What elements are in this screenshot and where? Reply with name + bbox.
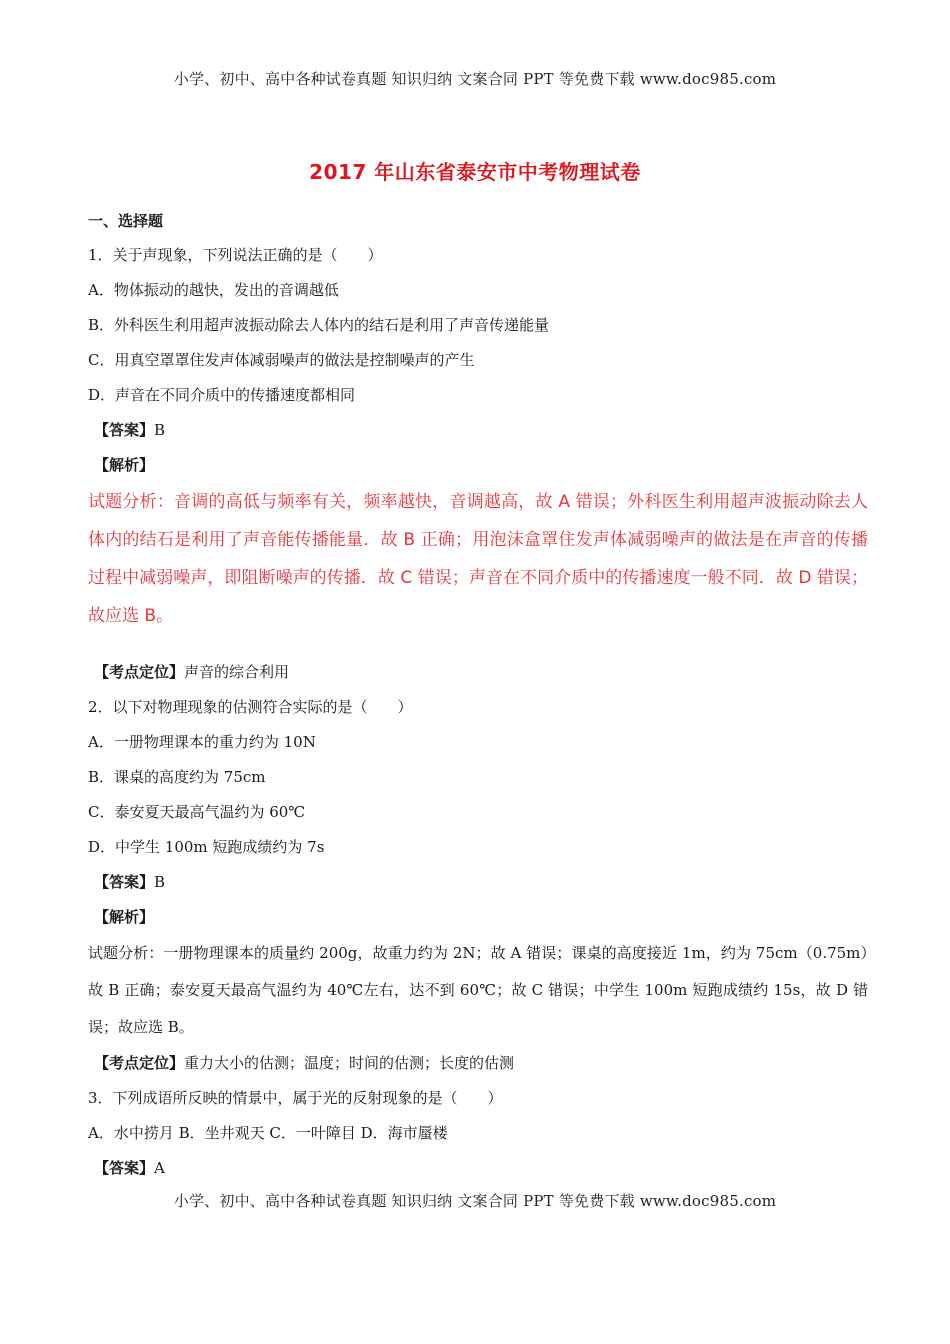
answer-label: 【答案】 bbox=[94, 873, 155, 891]
point-value: 重力大小的估测；温度；时间的估测；长度的估测 bbox=[184, 1054, 515, 1072]
analysis-label: 【解析】 bbox=[94, 908, 155, 926]
answer-label: 【答案】 bbox=[94, 421, 155, 439]
section-heading: 一、选择题 bbox=[88, 212, 164, 230]
option-b: B．外科医生利用超声波振动除去人体内的结石是利用了声音传递能量 bbox=[88, 316, 550, 334]
question-3 bbox=[88, 1081, 868, 1186]
options-inline: A．水中捞月 B．坐井观天 C．一叶障目 D．海市蜃楼 bbox=[88, 1124, 448, 1142]
knowledge-point bbox=[94, 1046, 868, 1081]
question-stem: 2．以下对物理现象的估测符合实际的是（ ） bbox=[88, 698, 413, 716]
analysis-heading bbox=[94, 448, 868, 483]
answer-line bbox=[94, 413, 868, 448]
point-label: 【考点定位】 bbox=[94, 1054, 185, 1072]
answer-label: 【答案】 bbox=[94, 1159, 155, 1177]
analysis-text: 试题分析：一册物理课本的质量约 200g，故重力约为 2N；故 A 错误；课桌的高度接近 1m，约为 75cm（0.75m）故 B 正确；泰安夏天最高气温约为 40℃左右，达不到 60℃；故 C 错误；中学生 100m 短跑成绩约 15s，故 D 错误；故应选 B。 bbox=[88, 944, 868, 1036]
point-value: 声音的综合利用 bbox=[184, 663, 290, 681]
knowledge-point bbox=[94, 655, 868, 690]
analysis-heading bbox=[94, 900, 868, 935]
document-body bbox=[88, 208, 868, 1186]
answer-line bbox=[94, 1151, 868, 1186]
page-footer: 小学、初中、高中各种试卷真题 知识归纳 文案合同 PPT 等免费下载 www.doc985.com bbox=[173, 1192, 777, 1210]
option-c: C．用真空罩罩住发声体减弱噪声的做法是控制噪声的产生 bbox=[88, 351, 475, 369]
answer-value: B bbox=[154, 873, 166, 891]
question-stem: 1．关于声现象，下列说法正确的是（ ） bbox=[88, 246, 383, 264]
option-b: B．课桌的高度约为 75cm bbox=[88, 768, 266, 786]
document-title: 2017 年山东省泰安市中考物理试卷 bbox=[309, 160, 641, 184]
option-d: D．中学生 100m 短跑成绩约为 7s bbox=[88, 838, 325, 856]
answer-value: B bbox=[154, 421, 166, 439]
analysis-text: 试题分析：音调的高低与频率有关，频率越快，音调越高，故 A 错误；外科医生利用超声波振动除去人体内的结石是利用了声音能传播能量．故 B 正确；用泡沫盒罩住发声体减弱噪声的做法是在声音的传播过程中减弱噪声，即阻断噪声的传播．故 C 错误；声音在不同介质中的传播速度一般不同．故 D 错误；故应选 B。 bbox=[88, 492, 868, 626]
question-1 bbox=[88, 238, 868, 690]
question-2 bbox=[88, 690, 868, 1081]
option-c: C．泰安夏天最高气温约为 60℃ bbox=[88, 803, 306, 821]
option-a: A．一册物理课本的重力约为 10N bbox=[88, 733, 316, 751]
answer-line bbox=[94, 865, 868, 900]
point-label: 【考点定位】 bbox=[94, 663, 185, 681]
analysis-label: 【解析】 bbox=[94, 456, 155, 474]
answer-value: A bbox=[154, 1159, 165, 1177]
page-header: 小学、初中、高中各种试卷真题 知识归纳 文案合同 PPT 等免费下载 www.doc985.com bbox=[173, 70, 777, 88]
question-stem: 3．下列成语所反映的情景中，属于光的反射现象的是（ ） bbox=[88, 1089, 503, 1107]
option-a: A．物体振动的越快，发出的音调越低 bbox=[88, 281, 339, 299]
option-d: D．声音在不同介质中的传播速度都相同 bbox=[88, 386, 356, 404]
